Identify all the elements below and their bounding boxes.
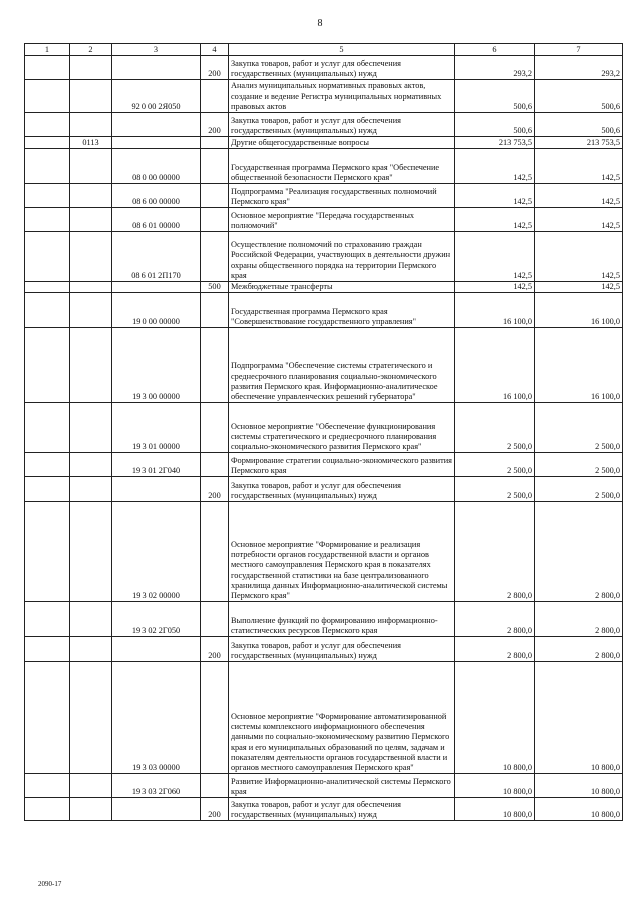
section-cell: [25, 56, 70, 80]
table-row: [25, 80, 623, 113]
subsection-cell: [70, 232, 112, 282]
target-article-cell: [112, 56, 201, 80]
target-article-cell: 08 0 00 00000: [112, 149, 201, 184]
amount-cell: 142,5: [455, 208, 535, 232]
expense-type-cell: [201, 453, 229, 477]
amount-cell: 10 800,0: [535, 774, 623, 798]
section-cell: [25, 137, 70, 149]
description-cell: Другие общегосударственные вопросы: [229, 137, 455, 149]
footer-document-code: 2090-17: [38, 880, 62, 888]
amount-cell: 142,5: [535, 208, 623, 232]
amount-cell: 16 100,0: [455, 328, 535, 403]
expense-type-cell: [201, 137, 229, 149]
subsection-cell: [70, 293, 112, 328]
subsection-cell: [70, 798, 112, 821]
target-article-cell: [112, 282, 201, 293]
amount-cell: 16 100,0: [535, 328, 623, 403]
table-row: [25, 208, 623, 232]
subsection-cell: [70, 184, 112, 208]
subsection-cell: [70, 113, 112, 137]
amount-cell: 142,5: [455, 184, 535, 208]
target-article-cell: 19 3 02 2Г050: [112, 602, 201, 637]
subsection-cell: [70, 477, 112, 502]
table-row: [25, 113, 623, 137]
amount-cell: 2 500,0: [455, 477, 535, 502]
expense-type-cell: [201, 662, 229, 774]
table-row: [25, 232, 623, 282]
description-cell: Основное мероприятие "Формирование и реализация потребности органов государственной власти и органов местного самоуправления Пермского края в показателях государственной статистики на базе централизованного хранилища данных Информационно-аналитической системы Пермского края": [229, 502, 455, 602]
section-cell: [25, 293, 70, 328]
amount-cell: 142,5: [455, 149, 535, 184]
amount-cell: 213 753,5: [455, 137, 535, 149]
target-article-cell: [112, 477, 201, 502]
column-header-4: 4: [201, 44, 229, 56]
section-cell: [25, 453, 70, 477]
amount-cell: 10 800,0: [455, 662, 535, 774]
table-row: [25, 662, 623, 774]
column-number-row: [25, 44, 623, 56]
subsection-cell: [70, 282, 112, 293]
amount-cell: 10 800,0: [535, 798, 623, 821]
amount-cell: 2 500,0: [535, 453, 623, 477]
target-article-cell: 08 6 01 00000: [112, 208, 201, 232]
amount-cell: 500,6: [455, 80, 535, 113]
description-cell: Основное мероприятие "Формирование автоматизированной системы комплексного информационного обеспечения данными по социально-экономическому развитию Пермского края и его муниципальных образований по целям, задачам и показателям деятельности органов государственной власти и органов местного самоуправления Пермского края": [229, 662, 455, 774]
description-cell: Анализ муниципальных нормативных правовых актов, создание и ведение Регистра муниципальных нормативных правовых актов: [229, 80, 455, 113]
section-cell: [25, 328, 70, 403]
description-cell: Государственная программа Пермского края "Совершенствование государственного управления": [229, 293, 455, 328]
amount-cell: 2 500,0: [535, 477, 623, 502]
description-cell: Основное мероприятие "Передача государственных полномочий": [229, 208, 455, 232]
table-row: [25, 477, 623, 502]
section-cell: [25, 502, 70, 602]
amount-cell: 500,6: [455, 113, 535, 137]
amount-cell: 500,6: [535, 113, 623, 137]
target-article-cell: [112, 113, 201, 137]
expense-type-cell: [201, 328, 229, 403]
description-cell: Развитие Информационно-аналитической системы Пермского края: [229, 774, 455, 798]
column-header-5: 5: [229, 44, 455, 56]
section-cell: [25, 80, 70, 113]
column-header-7: 7: [535, 44, 623, 56]
amount-cell: 293,2: [455, 56, 535, 80]
description-cell: Межбюджетные трансферты: [229, 282, 455, 293]
expense-type-cell: [201, 208, 229, 232]
column-header-1: 1: [25, 44, 70, 56]
section-cell: [25, 637, 70, 662]
description-cell: Закупка товаров, работ и услуг для обеспечения государственных (муниципальных) нужд: [229, 798, 455, 821]
table-row: [25, 184, 623, 208]
amount-cell: 2 500,0: [535, 403, 623, 453]
description-cell: Закупка товаров, работ и услуг для обеспечения государственных (муниципальных) нужд: [229, 477, 455, 502]
subsection-cell: [70, 637, 112, 662]
expense-type-cell: [201, 184, 229, 208]
section-cell: [25, 232, 70, 282]
description-cell: Закупка товаров, работ и услуг для обеспечения государственных (муниципальных) нужд: [229, 637, 455, 662]
section-cell: [25, 798, 70, 821]
subsection-cell: [70, 774, 112, 798]
amount-cell: 16 100,0: [455, 293, 535, 328]
target-article-cell: [112, 637, 201, 662]
description-cell: Формирование стратегии социально-экономического развития Пермского края: [229, 453, 455, 477]
description-cell: Выполнение функций по формированию информационно-статистических ресурсов Пермского края: [229, 602, 455, 637]
table-row: [25, 328, 623, 403]
subsection-cell: [70, 502, 112, 602]
section-cell: [25, 208, 70, 232]
amount-cell: 2 800,0: [455, 637, 535, 662]
page-number: 8: [317, 18, 323, 29]
section-cell: [25, 282, 70, 293]
amount-cell: 293,2: [535, 56, 623, 80]
subsection-cell: 0113: [70, 137, 112, 149]
amount-cell: 16 100,0: [535, 293, 623, 328]
amount-cell: 142,5: [535, 184, 623, 208]
column-header-6: 6: [455, 44, 535, 56]
column-header-2: 2: [70, 44, 112, 56]
expense-type-cell: 200: [201, 56, 229, 80]
target-article-cell: 19 3 03 2Г060: [112, 774, 201, 798]
section-cell: [25, 184, 70, 208]
subsection-cell: [70, 662, 112, 774]
amount-cell: 142,5: [535, 232, 623, 282]
target-article-cell: 19 3 02 00000: [112, 502, 201, 602]
description-cell: Закупка товаров, работ и услуг для обеспечения государственных (муниципальных) нужд: [229, 113, 455, 137]
section-cell: [25, 403, 70, 453]
subsection-cell: [70, 80, 112, 113]
subsection-cell: [70, 453, 112, 477]
table-row: [25, 798, 623, 821]
table-row: [25, 453, 623, 477]
table-row: [25, 149, 623, 184]
subsection-cell: [70, 56, 112, 80]
table-row: [25, 282, 623, 293]
table-row: [25, 137, 623, 149]
table-row: [25, 637, 623, 662]
section-cell: [25, 774, 70, 798]
amount-cell: 10 800,0: [535, 662, 623, 774]
subsection-cell: [70, 403, 112, 453]
expense-type-cell: [201, 232, 229, 282]
expense-type-cell: [201, 80, 229, 113]
amount-cell: 2 800,0: [455, 602, 535, 637]
expense-type-cell: 200: [201, 113, 229, 137]
section-cell: [25, 602, 70, 637]
section-cell: [25, 113, 70, 137]
table-row: [25, 602, 623, 637]
description-cell: Закупка товаров, работ и услуг для обеспечения государственных (муниципальных) нужд: [229, 56, 455, 80]
amount-cell: 142,5: [455, 232, 535, 282]
table-row: [25, 56, 623, 80]
target-article-cell: 19 3 01 00000: [112, 403, 201, 453]
expense-type-cell: 200: [201, 798, 229, 821]
amount-cell: 142,5: [455, 282, 535, 293]
amount-cell: 2 800,0: [535, 637, 623, 662]
subsection-cell: [70, 149, 112, 184]
expense-type-cell: 500: [201, 282, 229, 293]
target-article-cell: 08 6 00 00000: [112, 184, 201, 208]
target-article-cell: [112, 798, 201, 821]
amount-cell: 2 800,0: [535, 502, 623, 602]
expense-type-cell: 200: [201, 637, 229, 662]
table-row: [25, 293, 623, 328]
amount-cell: 10 800,0: [455, 774, 535, 798]
target-article-cell: 19 3 03 00000: [112, 662, 201, 774]
section-cell: [25, 149, 70, 184]
expense-type-cell: [201, 403, 229, 453]
table-row: [25, 774, 623, 798]
amount-cell: 2 500,0: [455, 403, 535, 453]
subsection-cell: [70, 328, 112, 403]
target-article-cell: 19 3 01 2Г040: [112, 453, 201, 477]
description-cell: Подпрограмма "Реализация государственных полномочий Пермского края": [229, 184, 455, 208]
target-article-cell: 19 3 00 00000: [112, 328, 201, 403]
amount-cell: 2 800,0: [455, 502, 535, 602]
amount-cell: 142,5: [535, 149, 623, 184]
expense-type-cell: [201, 774, 229, 798]
description-cell: Основное мероприятие "Обеспечение функционирования системы стратегического и среднесрочного планирования социально-экономического развития Пермского края": [229, 403, 455, 453]
amount-cell: 10 800,0: [455, 798, 535, 821]
table-row: [25, 502, 623, 602]
amount-cell: 2 800,0: [535, 602, 623, 637]
expense-type-cell: [201, 149, 229, 184]
expense-type-cell: [201, 602, 229, 637]
description-cell: Подпрограмма "Обеспечение системы стратегического и среднесрочного планирования социально-экономического развития Пермского края. Информационно-аналитическое обеспечение управленческих решений губернатора": [229, 328, 455, 403]
expense-type-cell: [201, 502, 229, 602]
amount-cell: 142,5: [535, 282, 623, 293]
section-cell: [25, 477, 70, 502]
amount-cell: 2 500,0: [455, 453, 535, 477]
description-cell: Государственная программа Пермского края "Обеспечение общественной безопасности Пермского края": [229, 149, 455, 184]
amount-cell: 213 753,5: [535, 137, 623, 149]
target-article-cell: 08 6 01 2П170: [112, 232, 201, 282]
table-row: [25, 403, 623, 453]
target-article-cell: 92 0 00 2Я050: [112, 80, 201, 113]
subsection-cell: [70, 602, 112, 637]
budget-table: [24, 43, 623, 821]
target-article-cell: 19 0 00 00000: [112, 293, 201, 328]
amount-cell: 500,6: [535, 80, 623, 113]
target-article-cell: [112, 137, 201, 149]
expense-type-cell: [201, 293, 229, 328]
description-cell: Осуществление полномочий по страхованию граждан Российской Федерации, участвующих в деятельности дружин охраны общественного порядка на территории Пермского края: [229, 232, 455, 282]
subsection-cell: [70, 208, 112, 232]
section-cell: [25, 662, 70, 774]
expense-type-cell: 200: [201, 477, 229, 502]
column-header-3: 3: [112, 44, 201, 56]
